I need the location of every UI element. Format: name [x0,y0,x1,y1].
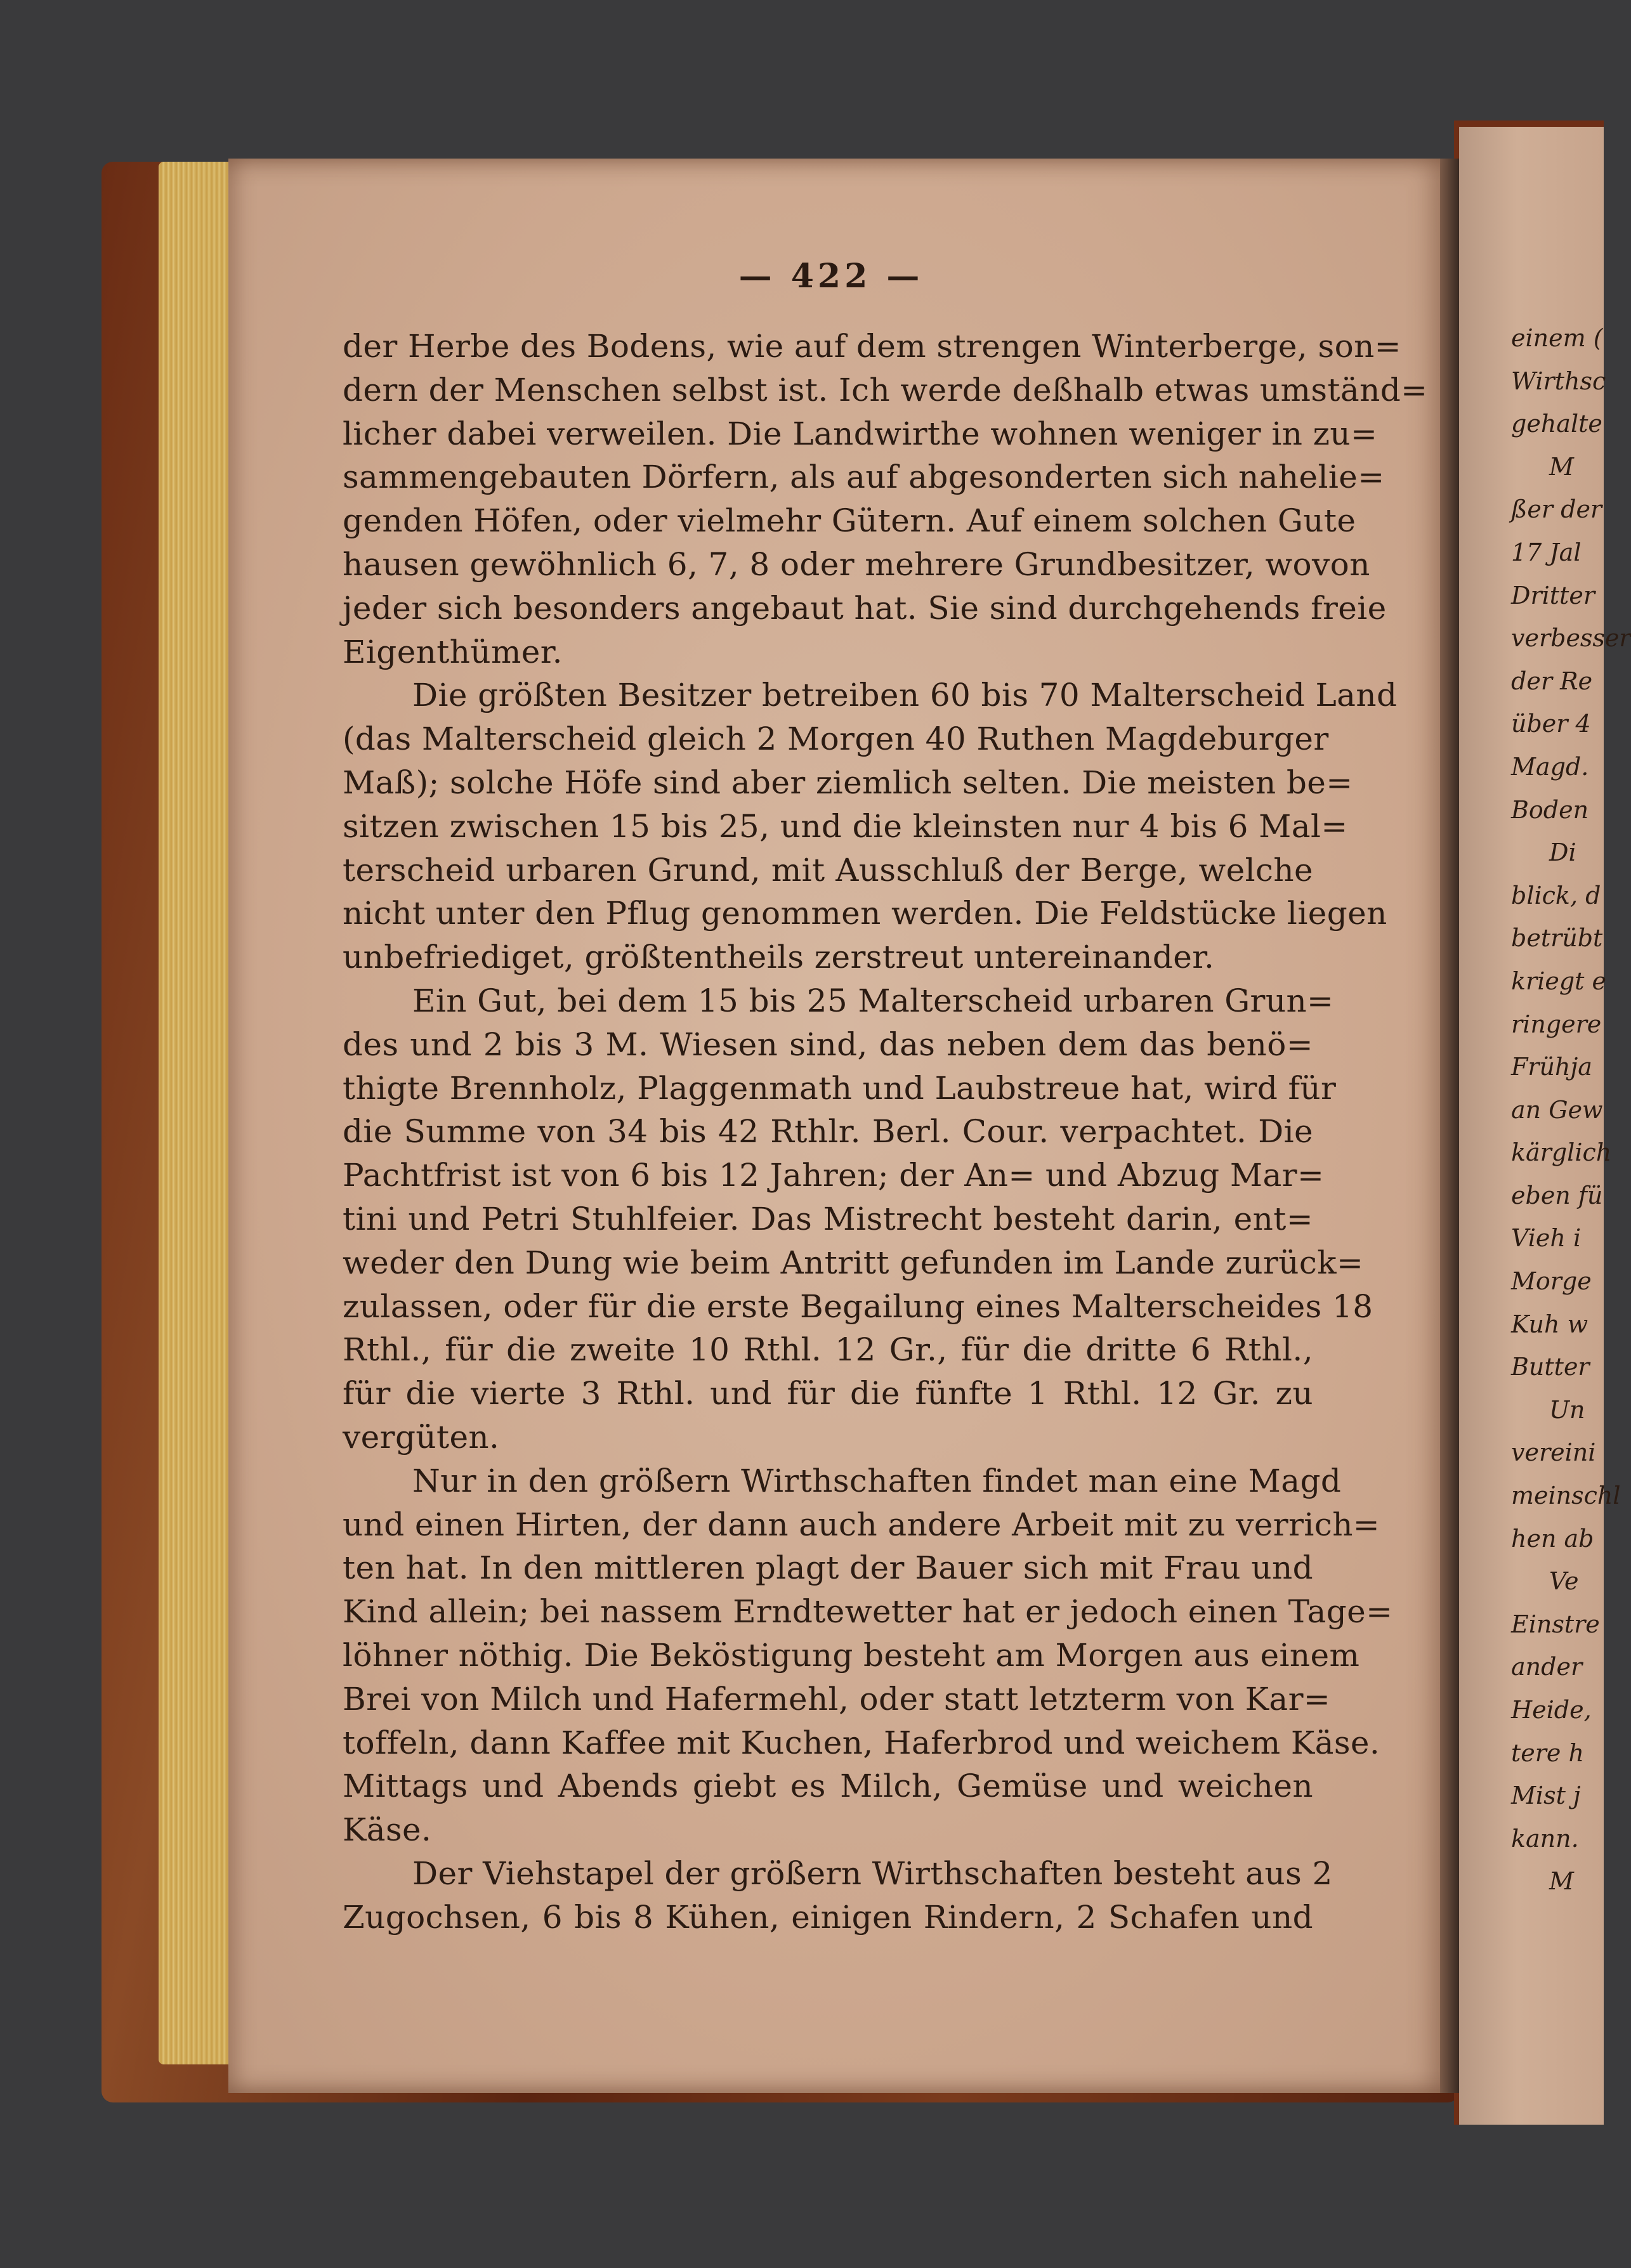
text-line: Rthl., für die zweite 10 Rthl. 12 Gr., für die dritte 6 Rthl., [343,1331,1313,1369]
next-page-line: M [1549,1867,1574,1896]
next-page-line: meinschl [1511,1482,1621,1510]
next-page-line: kärglich [1511,1138,1612,1167]
next-page-line: Magd. [1511,752,1589,781]
text-line: thigte Brennholz, Plaggenmath und Laubstreue hat, wird für [343,1069,1337,1107]
next-page-line: blick, d [1511,881,1601,909]
next-page-line: Un [1549,1395,1585,1424]
next-page-line: 17 Jal [1511,538,1582,566]
next-page-line: ringere [1511,1010,1602,1038]
text-line: ten hat. In den mittleren plagt der Bauer sich mit Frau und [343,1549,1313,1587]
next-page-line: vereini [1511,1438,1596,1467]
text-line: sitzen zwischen 15 bis 25, und die kleinsten nur 4 bis 6 Mal= [343,807,1348,845]
next-page-line: verbesser [1511,624,1631,653]
text-line: sammengebauten Dörfern, als auf abgesonderten sich nahelie= [343,459,1385,496]
page-number: — 422 — [738,257,924,296]
text-line: Ein Gut, bei dem 15 bis 25 Malterscheid urbaren Grun= [412,982,1334,1019]
text-line: Nur in den größern Wirthschaften findet man eine Magd [412,1462,1342,1499]
text-line: hausen gewöhnlich 6, 7, 8 oder mehrere Grundbesitzer, wovon [343,545,1370,583]
page-body-text [343,325,1428,1939]
next-page-line: ander [1511,1653,1583,1681]
text-line: Die größten Besitzer betreiben 60 bis 70 Malterscheid Land [412,677,1398,714]
text-line: Zugochsen, 6 bis 8 Kühen, einigen Rindern, 2 Schafen und [343,1898,1313,1936]
next-page-line: Heide, [1511,1696,1592,1724]
text-line: Käse. [343,1811,432,1849]
next-page-line: hen ab [1511,1524,1594,1553]
next-page-line: Mist j [1511,1782,1581,1810]
next-page-line: ßer der [1511,495,1602,524]
next-page-line: einem ( [1511,324,1603,352]
text-line: genden Höfen, oder vielmehr Gütern. Auf einem solchen Gute [343,502,1356,540]
next-page-line: Di [1549,838,1576,867]
text-line: Maß); solche Höfe sind aber ziemlich selten. Die meisten be= [343,764,1353,801]
book-gutter [1440,159,1459,2093]
text-line: tini und Petri Stuhlfeier. Das Mistrecht besteht darin, ent= [343,1200,1313,1237]
text-line: vergüten. [343,1418,500,1456]
page-edges [159,162,235,2064]
text-line: licher dabei verweilen. Die Landwirthe wohnen weniger in zu= [343,415,1378,452]
next-page-line: tere h [1511,1738,1584,1767]
text-line: dern der Menschen selbst ist. Ich werde deßhalb etwas umständ= [343,371,1428,408]
text-line: Brei von Milch und Hafermehl, oder statt letzterm von Kar= [343,1680,1331,1717]
text-line: Kind allein; bei nassem Erndtewetter hat er jedoch einen Tage= [343,1593,1393,1631]
next-page-line: Ve [1549,1567,1579,1596]
next-page-line: kriegt e [1511,967,1606,995]
next-page-line: Einstre [1511,1610,1600,1638]
next-page-line: Butter [1511,1353,1590,1381]
next-page-line: Frühja [1511,1053,1592,1081]
text-line: für die vierte 3 Rthl. und für die fünfte 1 Rthl. 12 Gr. zu [343,1375,1313,1412]
next-page-line: gehalte [1511,410,1602,438]
text-line: Pachtfrist ist von 6 bis 12 Jahren; der An= und Abzug Mar= [343,1157,1325,1194]
next-page-line: Wirthsc [1511,367,1606,395]
text-line: toffeln, dann Kaffee mit Kuchen, Haferbrod und weichem Käse. [343,1724,1380,1761]
next-page-line: Boden [1511,795,1589,824]
text-line: (das Malterscheid gleich 2 Morgen 40 Ruthen Magdeburger [343,720,1329,758]
text-line: die Summe von 34 bis 42 Rthlr. Berl. Cour. verpachtet. Die [343,1113,1313,1150]
next-page-line: betrübt [1511,924,1603,953]
text-line: terscheid urbaren Grund, mit Ausschluß der Berge, welche [343,851,1313,889]
text-line: weder den Dung wie beim Antritt gefunden im Lande zurück= [343,1244,1364,1281]
next-page-line: Morge [1511,1267,1592,1296]
text-line: zulassen, oder für die erste Begailung eines Malterscheides 18 [343,1287,1373,1325]
text-line: und einen Hirten, der dann auch andere Arbeit mit zu verrich= [343,1506,1380,1543]
text-line: nicht unter den Pflug genommen werden. Die Feldstücke liegen [343,895,1387,932]
text-line: Der Viehstapel der größern Wirthschaften besteht aus 2 [412,1854,1333,1892]
next-page-line: eben fü [1511,1181,1603,1209]
next-page-line: über 4 [1511,710,1591,738]
next-page-line: an Gew [1511,1095,1603,1124]
next-page-line: Vieh i [1511,1224,1582,1253]
next-page-line: Kuh w [1511,1310,1588,1338]
text-line: löhner nöthig. Die Beköstigung besteht am Morgen aus einem [343,1636,1360,1674]
next-page-line: kann. [1511,1824,1579,1853]
text-line: Eigenthümer. [343,633,563,670]
text-line: des und 2 bis 3 M. Wiesen sind, das neben dem das benö= [343,1026,1313,1063]
text-line: der Herbe des Bodens, wie auf dem strengen Winterberge, son= [343,328,1401,365]
text-line: unbefriediget, größtentheils zerstreut untereinander. [343,939,1215,976]
next-page-line: M [1549,452,1574,481]
text-line: jeder sich besonders angebaut hat. Sie sind durchgehends freie [343,589,1387,627]
next-page-text [1511,317,1631,1903]
next-page-line: der Re [1511,667,1593,695]
next-page-line: Dritter [1511,581,1595,609]
text-line: Mittags und Abends giebt es Milch, Gemüse und weichen [343,1768,1313,1805]
